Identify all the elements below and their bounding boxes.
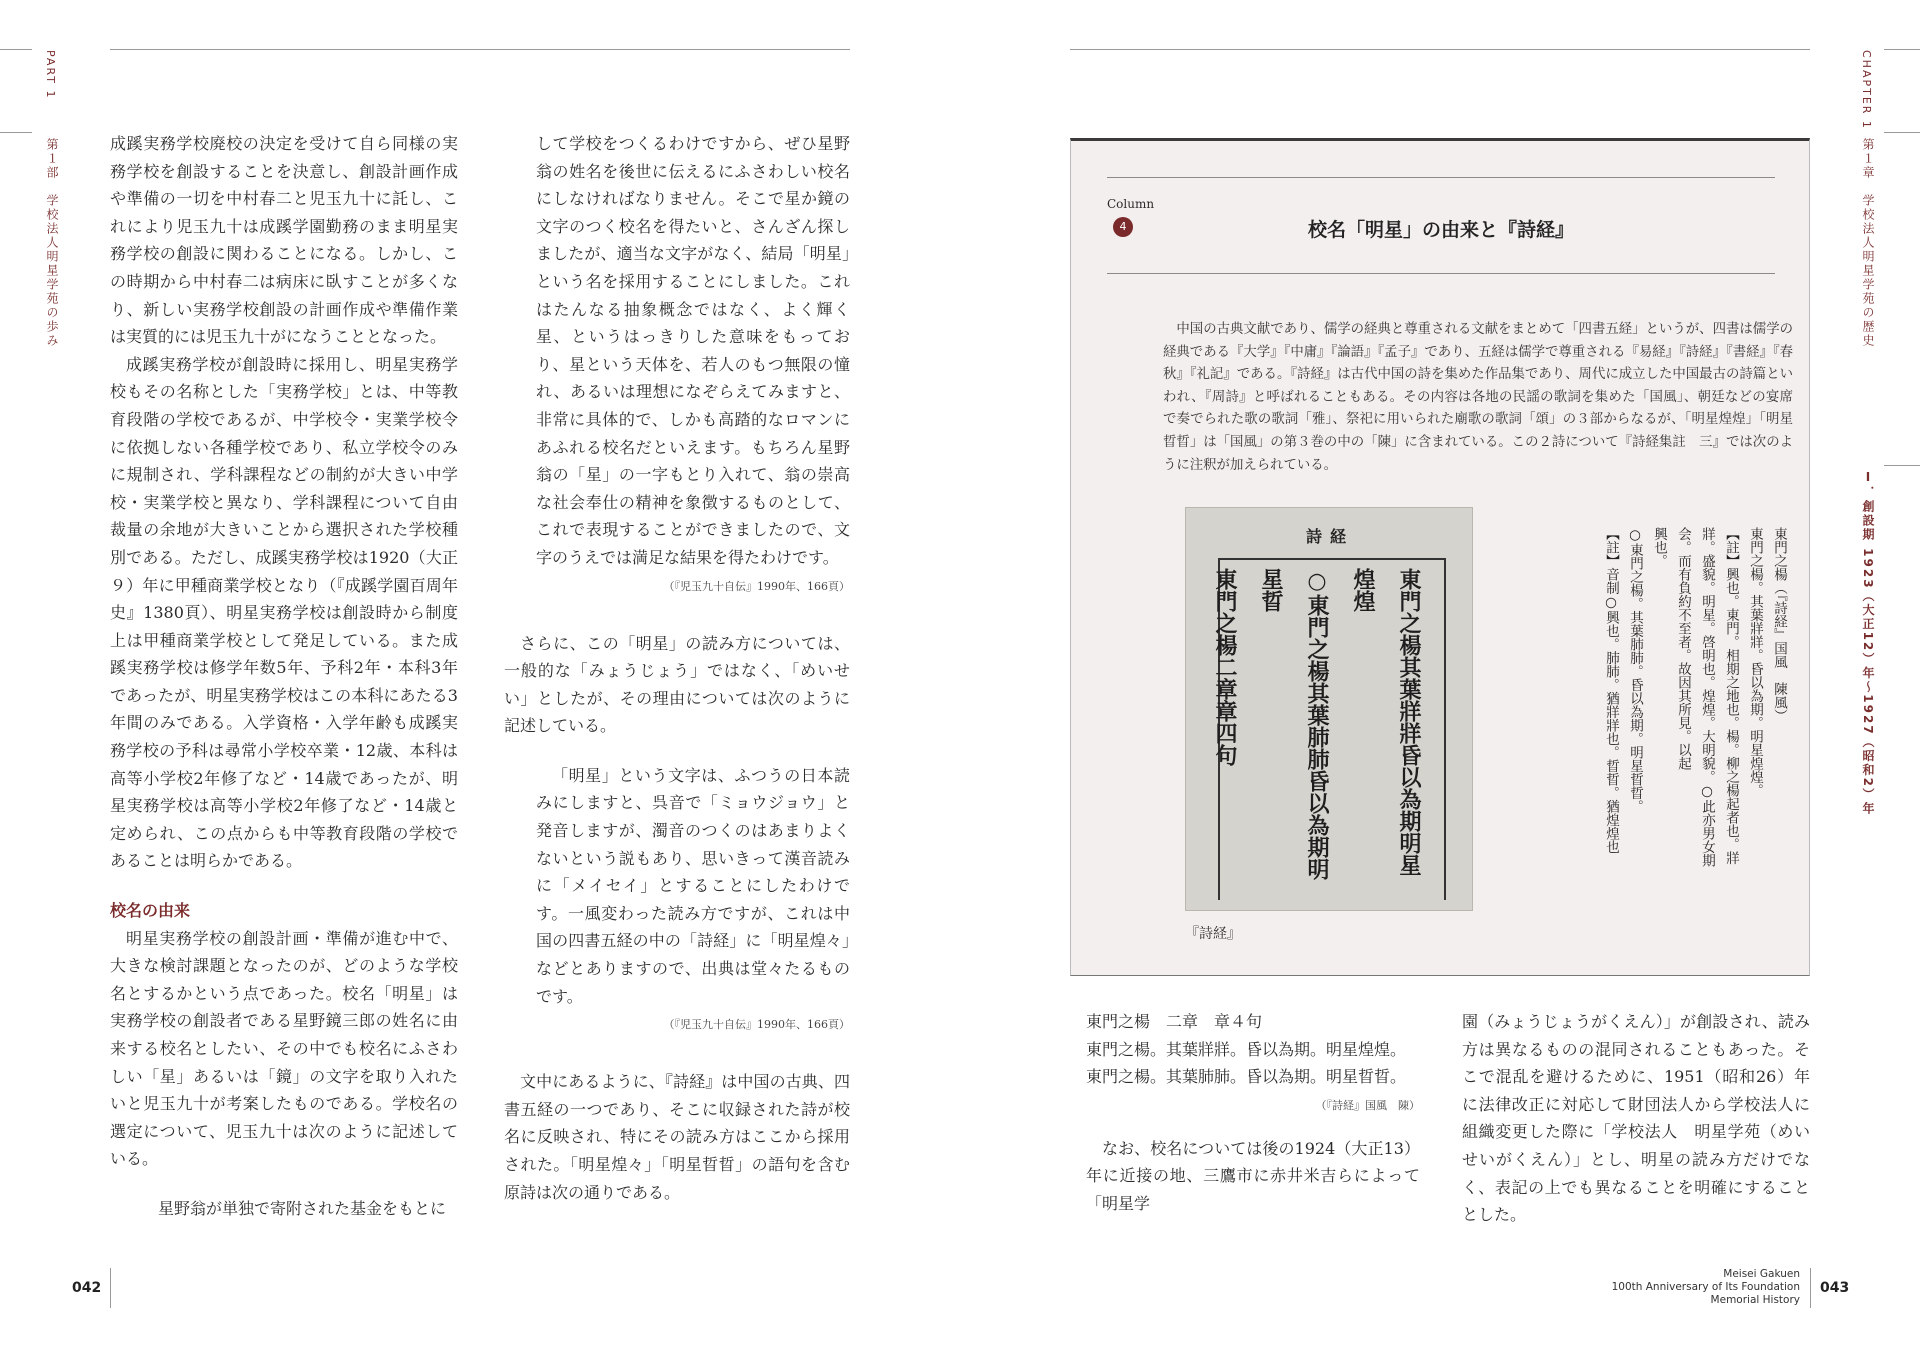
- left-column-2: [504, 130, 850, 1206]
- right-top-rule: [1070, 49, 1810, 50]
- right-edge-rule: [1884, 49, 1920, 50]
- footer-line: 100th Anniversary of Its Foundation: [1611, 1281, 1800, 1293]
- image-caption: 『詩経』: [1185, 926, 1241, 942]
- column-body: [1163, 319, 1793, 477]
- paragraph: さらに、この「明星」の読み方については、一般的な「みょうじょう」ではなく、「めいせい」としたが、その理由については次のように記述している。: [504, 633, 850, 736]
- right-column-4: [1462, 1008, 1810, 1229]
- footer-line: Memorial History: [1710, 1294, 1800, 1306]
- poem-line: 東門之楊。其葉肺肺。昏以為期。明星晢晢。: [1086, 1067, 1407, 1087]
- column-label: Column: [1107, 197, 1155, 211]
- box-title-rule: [1107, 273, 1775, 274]
- right-edge-rule-2: [1884, 132, 1920, 133]
- part-title-label: 第１部 学校法人明星学苑の歩み: [45, 138, 59, 348]
- left-column-1: [110, 130, 458, 1223]
- chapter-title-label: 第１章 学校法人明星学苑の歴史: [1861, 138, 1875, 348]
- footer-rule-right: [1810, 1268, 1811, 1308]
- footer-line: Meisei Gakuen: [1723, 1268, 1800, 1280]
- right-edge-rule-3: [1884, 465, 1920, 466]
- quote-paragraph: して学校をつくるわけですから、ぜひ星野翁の姓名を後世に伝えるにふさわしい校名にしなければなりません。そこで星か鏡の文字のつく校名を得たいと、さんざん探しましたが、適当な文字がなく、結局「明星」という名を採用することにしました。これはたんなる抽象概念ではなく、よく輝く星、というはっきりした意味をもっており、星という天体を、若人のもつ無限の憧れ、あるいは理想になぞらえてみますと、非常に具体的で、しかも高踏的なロマンにあふれる校名だといえます。もちろん星野翁の「星」の一字もとり入れて、翁の崇高な社会奉仕の精神を象徴するものとして、これで表現することができましたので、文字のうえでは満足な結果を得たわけです。: [536, 134, 850, 567]
- annotation-line: 東門之楊（『詩経』国風 陳風）: [1771, 527, 1787, 723]
- quote-paragraph: 「明星」という文字は、ふつうの日本読みにしますと、呉音で「ミョウジョウ」と発音しますが、濁音のつくのはあまりよくないという説もあり、思いきって漢音読みに「メイセイ」とすることにしたわけです。一風変わった読み方ですが、これは中国の四書五経の中の「詩経」に「明星煌々」などとありますので、出典は堂々たるものです。: [536, 765, 850, 1006]
- page-number-right: 043: [1820, 1280, 1850, 1296]
- section-label: Ⅰ．創設期 1923（大正12）年〜1927（昭和2）年: [1861, 470, 1875, 817]
- paragraph: 文中にあるように、『詩経』は中国の古典、四書五経の一つであり、そこに収録された詩が校名に反映され、特にその読み方はここから採用された。「明星煌々」「明星晢晢」の語句を含む原詩は次の通りである。: [504, 1072, 850, 1202]
- poem-line: 東門之楊。其葉牂牂。昏以為期。明星煌煌。: [1086, 1039, 1407, 1059]
- annotation-vertical-text: [1511, 527, 1791, 907]
- section-heading: 校名の由来: [110, 901, 191, 921]
- left-edge-rule: [0, 49, 32, 50]
- annotation-line: ○東門之楊。其葉肺肺。昏以為期。明星晢晢。: [1627, 527, 1643, 813]
- footer-publication: [1560, 1268, 1800, 1307]
- quote-paragraph: 星野翁が単独で寄附された基金をもとに: [158, 1198, 447, 1218]
- paragraph: 園（みょうじょうがくえん）」が創設され、読み方は異なるものの混同されることもあった。そこで混乱を避けるために、1951（昭和26）年に法律改正に対応して財団法人から学校法人に組織変更した際に「学校法人 明星学苑（めいせいがくえん）」とし、明星の読み方だけでなく、表記の上でも異なることを明確にすることとした。: [1462, 1012, 1810, 1225]
- paragraph: 中国の古典文献であり、儒学の経典と尊重される文献をまとめて「四書五経」というが、四書は儒学の経典である『大学』『中庸』『論語』『孟子』であり、五経は儒学で尊重される『易経』『詩経』『書経』『春秋』『礼記』である。『詩経』は古代中国の詩を集めた作品集であり、周代に成立した中国最古の詩篇といわれ、『周詩』と呼ばれることもある。その内容は各地の民謡の歌詞を集めた「国風」、朝廷などの宴席で奏でられた歌の歌詞「雅」、祭祀に用いられた廟歌の歌詞「頌」の３部からなるが、「明星煌煌」「明星晢晢」は「国風」の第３巻の中の「陳」に含まれている。この２詩について『詩経集註 三』では次のように注釈が加えられている。: [1163, 322, 1793, 473]
- image-column: 東門之楊二章章四句: [1212, 568, 1238, 766]
- left-edge-rule-2: [0, 132, 32, 133]
- column-box: [1070, 138, 1810, 976]
- paragraph: 明星実務学校の創設計画・準備が進む中で、大きな検討課題となったのが、どのような学校名とするかという点であった。校名「明星」は実務学校の創設者である星野鏡三郎の姓名に由来する校名としたい、その中でも校名にふさわしい「星」あるいは「鏡」の文字を取り入れたいと児玉九十が考案したものである。学校名の選定について、児玉九十は次のように記述している。: [110, 928, 458, 1169]
- citation: （『児玉九十自伝』1990年、166頁）: [663, 1018, 850, 1032]
- shijing-page-image: [1185, 507, 1473, 911]
- annotation-line: 牂。盛貌。明星。啓明也。煌煌。大明貌。○此亦男女期: [1699, 527, 1715, 867]
- image-column: 東門之楊其葉牂牂昏以為期明星煌煌: [1350, 568, 1422, 876]
- annotation-line: 会。而有負約不至者。故因其所見。以起: [1675, 527, 1691, 770]
- paragraph: なお、校名については後の1924（大正13）年に近接の地、三鷹市に赤井米吉らによって「明星学: [1086, 1138, 1420, 1213]
- column-title: 校名「明星」の由来と『詩経』: [1307, 219, 1574, 241]
- paragraph: 成蹊実務学校が創設時に採用し、明星実務学校もその名称とした「実務学校」とは、中等教育段階の学校であるが、中学校令・実業学校令に依拠しない各種学校であり、私立学校令のみに規制され、学科課程などの制約が大きい中学校・実業学校と異なり、学科課程について自由裁量の余地が大きいことから選択された学校種別である。ただし、成蹊実務学校は1920（大正９）年に甲種商業学校となり（『成蹊学園百周年史』1380頁）、明星実務学校は創設時から制度上は甲種商業学校として発足している。また成蹊実務学校は修学年数5年、予科2年・本科3年であったが、明星実務学校はこの本科にあたる3年間のみである。入学資格・入学年齢も成蹊実務学校の予科は尋常小学校卒業・12歳、本科は高等小学校2年修了など・14歳であったが、明星実務学校は高等小学校2年修了など・14歳と定められ、この点からも中等教育段階の学校であることは明らかである。: [110, 354, 458, 871]
- citation: （『詩経』国風 陳）: [1315, 1098, 1420, 1112]
- annotation-line: 【註】興也。東門。相期之地也。楊。柳之楊起者也。牂: [1723, 527, 1739, 865]
- box-top-rule: [1107, 177, 1775, 178]
- part-label: PART 1: [44, 50, 57, 100]
- image-text-columns: [1212, 568, 1432, 888]
- right-column-3: [1086, 1008, 1420, 1218]
- chapter-label: CHAPTER 1: [1860, 50, 1873, 130]
- page-number-left: 042: [72, 1280, 102, 1296]
- left-top-rule: [110, 49, 850, 50]
- poem-line: 東門之楊 二章 章４句: [1086, 1012, 1263, 1031]
- paragraph: 成蹊実務学校廃校の決定を受けて自ら同様の実務学校を創設することを決意し、創設計画作成や準備の一切を中村春二と児玉九十に託し、これにより児玉九十は成蹊学園勤務のまま明星実務学校の創設に関わることになる。しかし、この時期から中村春二は病床に臥すことが多くなり、新しい実務学校創設の計画作成や準備作業は実質的には児玉九十がになうこととなった。: [110, 134, 458, 347]
- image-header: 詩経: [1305, 527, 1354, 546]
- footer-rule-left: [110, 1268, 111, 1308]
- annotation-line: 東門之楊。其葉牂牂。昏以為期。明星煌煌。: [1747, 527, 1763, 797]
- citation: （『児玉九十自伝』1990年、166頁）: [663, 579, 850, 593]
- annotation-line: 【註】音制○興也。肺肺。猶牂牂也。晢晢。猶煌煌也: [1603, 527, 1619, 854]
- column-number-badge: 4: [1113, 217, 1133, 237]
- image-column: ○東門之楊其葉肺肺昏以為期明星晢: [1258, 568, 1330, 880]
- annotation-line: 興也。: [1651, 527, 1667, 568]
